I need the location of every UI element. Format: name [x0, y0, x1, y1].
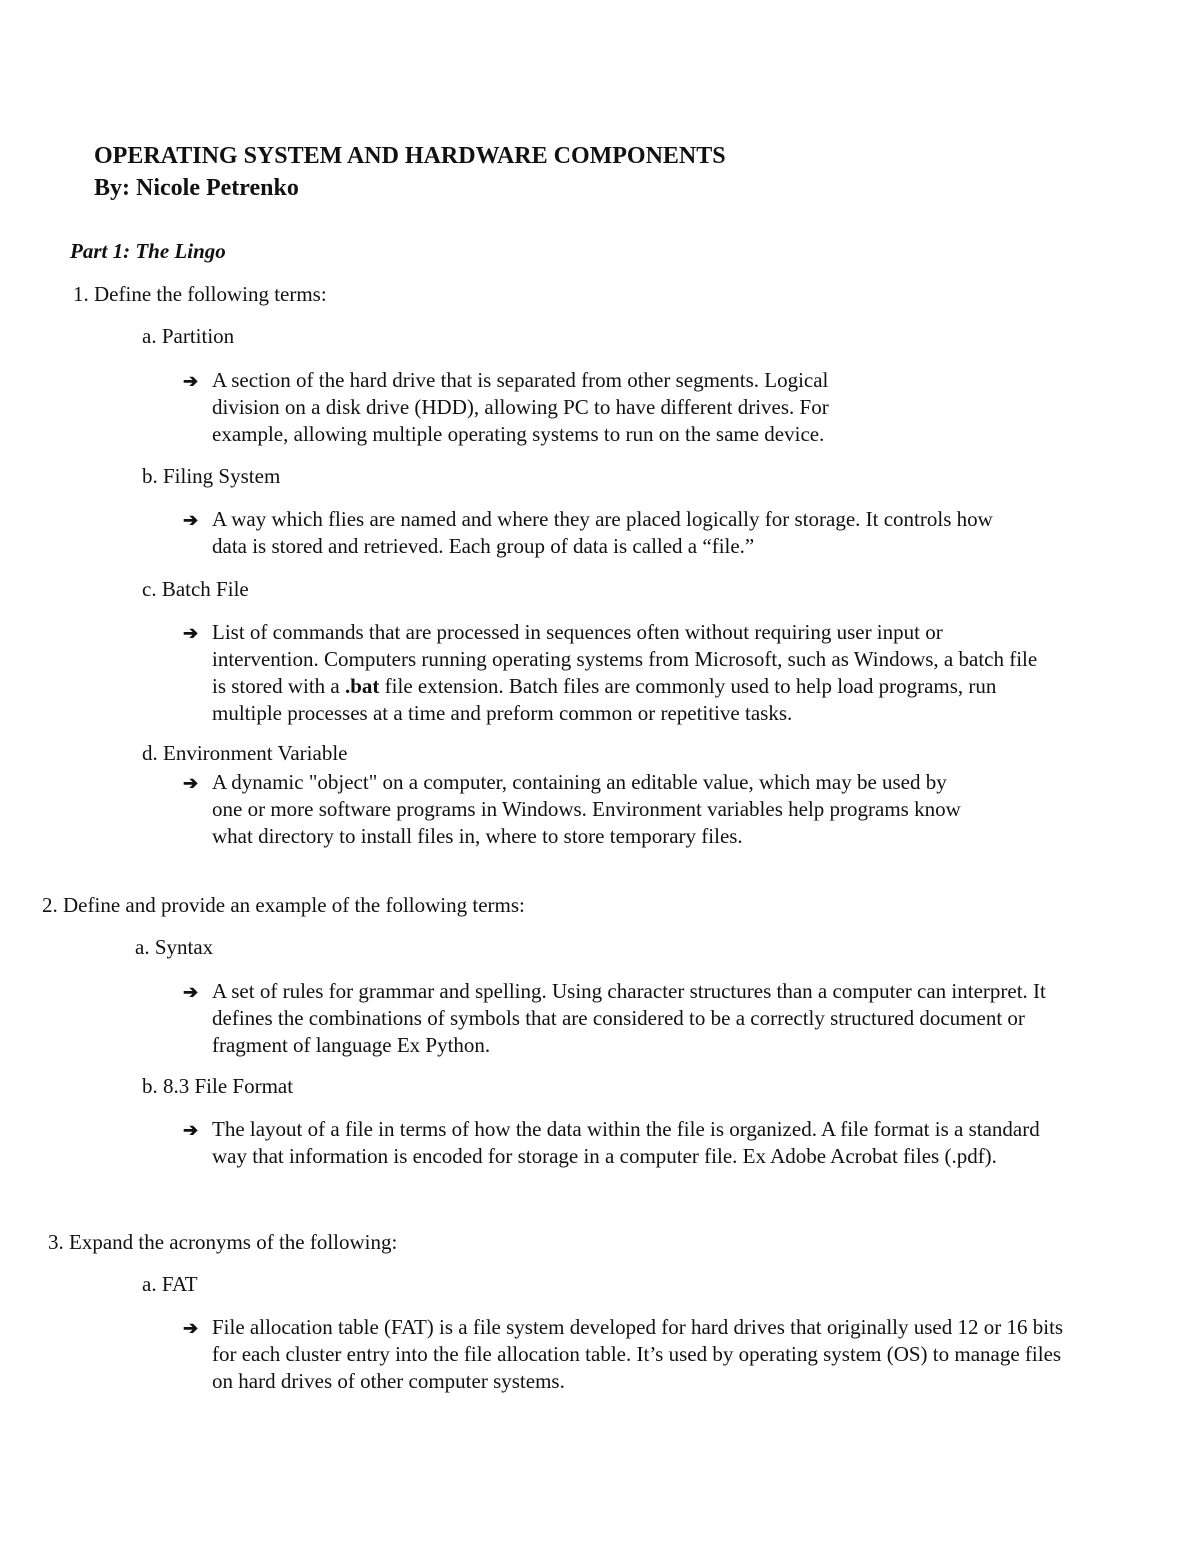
definition-line: intervention. Computers running operating systems from Microsoft, such as Windows, a batch file: [212, 647, 1038, 671]
definition-partition: [212, 367, 829, 448]
definition-environment-variable: [212, 769, 961, 850]
term-syntax: a. Syntax: [135, 935, 214, 959]
definition-line: multiple processes at a time and preform common or repetitive tasks.: [212, 701, 793, 725]
definition-line: A dynamic "object" on a computer, containing an editable value, which may be used by: [212, 770, 947, 794]
definition-line: example, allowing multiple operating systems to run on the same device.: [212, 422, 825, 446]
document-author: By: Nicole Petrenko: [94, 175, 299, 201]
term-fat: a. FAT: [142, 1272, 198, 1296]
definition-line: fragment of language Ex Python.: [212, 1033, 491, 1057]
definition-line: The layout of a file in terms of how the data within the file is organized. A file format is a standard: [212, 1117, 1040, 1141]
definition-line: for each cluster entry into the file allocation table. It’s used by operating system (OS) to manage files: [212, 1342, 1062, 1366]
term-partition: a. Partition: [142, 324, 235, 348]
right-arrow-icon: ➔: [183, 1120, 199, 1140]
definition-line: on hard drives of other computer systems.: [212, 1369, 565, 1393]
definition-line: data is stored and retrieved. Each group of data is called a “file.”: [212, 534, 755, 558]
definition-line: way that information is encoded for storage in a computer file. Ex Adobe Acrobat files (.pdf).: [212, 1144, 997, 1168]
term-environment-variable: d. Environment Variable: [142, 741, 348, 765]
definition-8-3-file-format: [212, 1116, 1040, 1170]
definition-syntax: [212, 978, 1046, 1059]
definition-line: what directory to install files in, where to store temporary files.: [212, 824, 743, 848]
definition-line: A section of the hard drive that is separated from other segments. Logical: [212, 368, 829, 392]
right-arrow-icon: ➔: [183, 1318, 199, 1338]
right-arrow-icon: ➔: [183, 982, 199, 1002]
right-arrow-icon: ➔: [183, 510, 199, 530]
definition-line: File allocation table (FAT) is a file system developed for hard drives that originally used 12 or 16 bits: [212, 1315, 1064, 1339]
definition-line: is stored with a .bat file extension. Batch files are commonly used to help load programs, run: [212, 674, 997, 698]
term-filing-system: b. Filing System: [142, 464, 281, 488]
right-arrow-icon: ➔: [183, 623, 199, 643]
definition-line: defines the combinations of symbols that are considered to be a correctly structured document or: [212, 1006, 1025, 1030]
right-arrow-icon: ➔: [183, 773, 199, 793]
definition-fat: [212, 1314, 1063, 1395]
question-1: 1. Define the following terms:: [73, 282, 327, 306]
definition-batch-file: [212, 619, 1037, 727]
bat-extension: .bat: [344, 674, 380, 698]
definition-line: one or more software programs in Windows. Environment variables help programs know: [212, 797, 961, 821]
definition-line: division on a disk drive (HDD), allowing PC to have different drives. For: [212, 395, 829, 419]
definition-line: A way which flies are named and where they are placed logically for storage. It controls how: [212, 507, 993, 531]
question-3: 3. Expand the acronyms of the following:: [48, 1230, 398, 1254]
definition-line: List of commands that are processed in sequences often without requiring user input or: [212, 620, 943, 644]
question-2: 2. Define and provide an example of the following terms:: [42, 893, 525, 917]
term-batch-file: c. Batch File: [142, 577, 249, 601]
definition-filing-system: [212, 506, 993, 560]
right-arrow-icon: ➔: [183, 371, 199, 391]
part-heading: Part 1: The Lingo: [70, 239, 226, 263]
term-8-3-file-format: b. 8.3 File Format: [142, 1074, 294, 1098]
definition-line: A set of rules for grammar and spelling. Using character structures than a computer can interpret. It: [212, 979, 1046, 1003]
document-title: OPERATING SYSTEM AND HARDWARE COMPONENTS: [94, 143, 726, 169]
